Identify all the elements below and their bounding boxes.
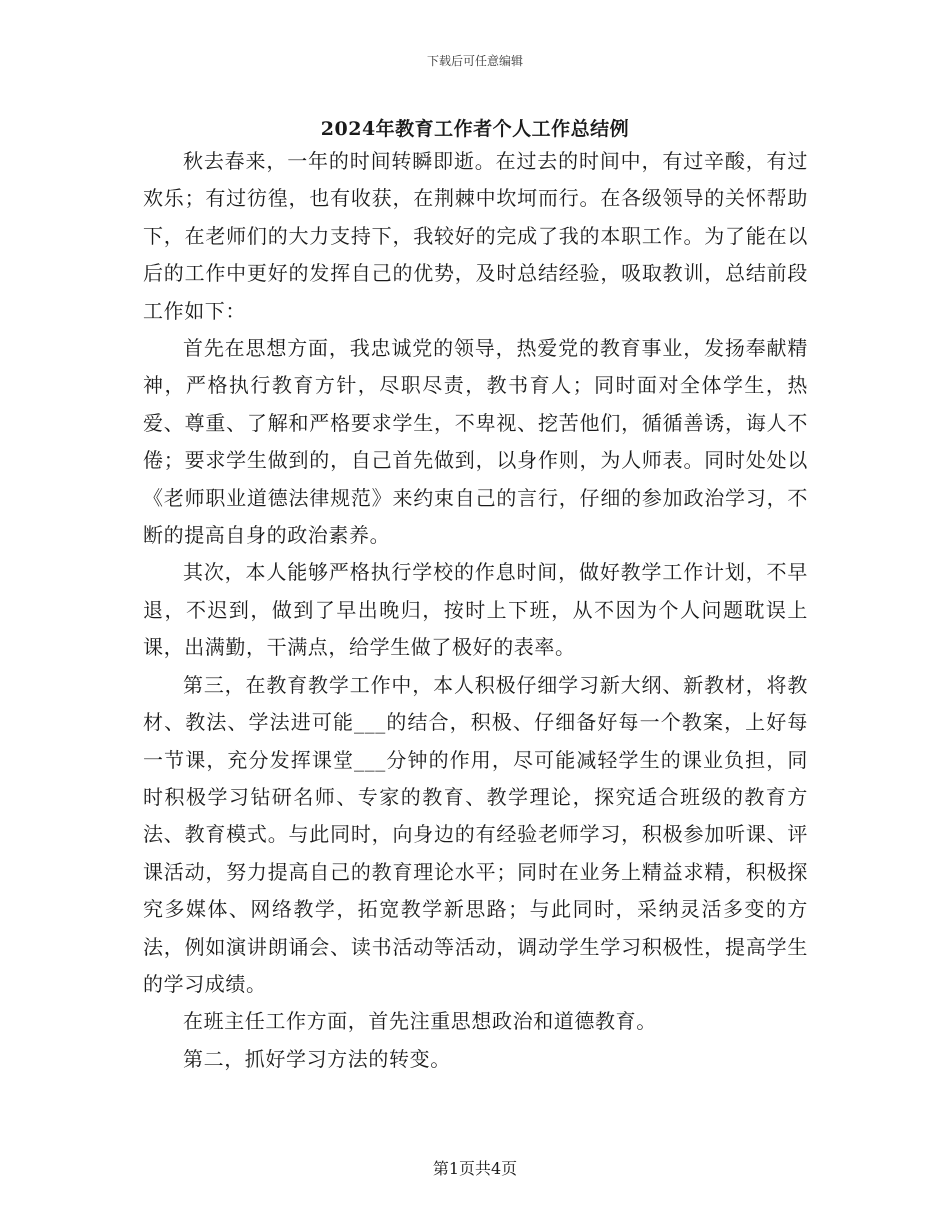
paragraph-class-teacher: 在班主任工作方面，首先注重思想政治和道德教育。 xyxy=(183,1009,657,1034)
document-body xyxy=(143,143,808,1078)
document-title: 2024年教育工作者个人工作总结例 xyxy=(320,118,630,140)
paragraph-teaching: 第三，在教育教学工作中，本人积极仔细学习新大纲、新教材，将教材、教法、学法进可能___的结合，积极、仔细备好每一个教案，上好每一节课，充分发挥课堂___分钟的作用，尽可能减轻学生的课业负担，同时积极学习钻研名师、专家的教育、教学理论，探究适合班级的教育方法、教育模式。与此同时，向身边的有经验老师学习，积极参加听课、评课活动，努力提高自己的教育理论水平；同时在业务上精益求精，积极探究多媒体、网络教学，拓宽教学新思路；与此同时，采纳灵活多变的方法，例如演讲朗诵会、读书活动等活动，调动学生学习积极性，提高学生的学习成绩。 xyxy=(143,672,808,996)
paragraph-ideology: 首先在思想方面，我忠诚党的领导，热爱党的教育事业，发扬奉献精神，严格执行教育方针，尽职尽责，教书育人；同时面对全体学生，热爱、尊重、了解和严格要求学生，不卑视、挖苦他们，循循善诱，诲人不倦；要求学生做到的，自己首先做到，以身作则，为人师表。同时处处以《老师职业道德法律规范》来约束自己的言行，仔细的参加政治学习，不断的提高自身的政治素养。 xyxy=(143,336,808,548)
paragraph-discipline: 其次，本人能够严格执行学校的作息时间，做好教学工作计划，不早退，不迟到，做到了早出晚归，按时上下班，从不因为个人问题耽误上课，出满勤，干满点，给学生做了极好的表率。 xyxy=(143,560,808,660)
header-note: 下载后可任意编辑 xyxy=(426,54,523,68)
paragraph-intro: 秋去春来，一年的时间转瞬即逝。在过去的时间中，有过辛酸，有过欢乐；有过彷徨，也有收获，在荆棘中坎坷而行。在各级领导的关怀帮助下，在老师们的大力支持下，我较好的完成了我的本职工作。为了能在以后的工作中更好的发挥自己的优势，及时总结经验，吸取教训，总结前段工作如下： xyxy=(143,149,808,323)
paragraph-study-methods: 第二，抓好学习方法的转变。 xyxy=(183,1046,451,1071)
page-number-footer: 第1页共4页 xyxy=(432,1159,518,1178)
